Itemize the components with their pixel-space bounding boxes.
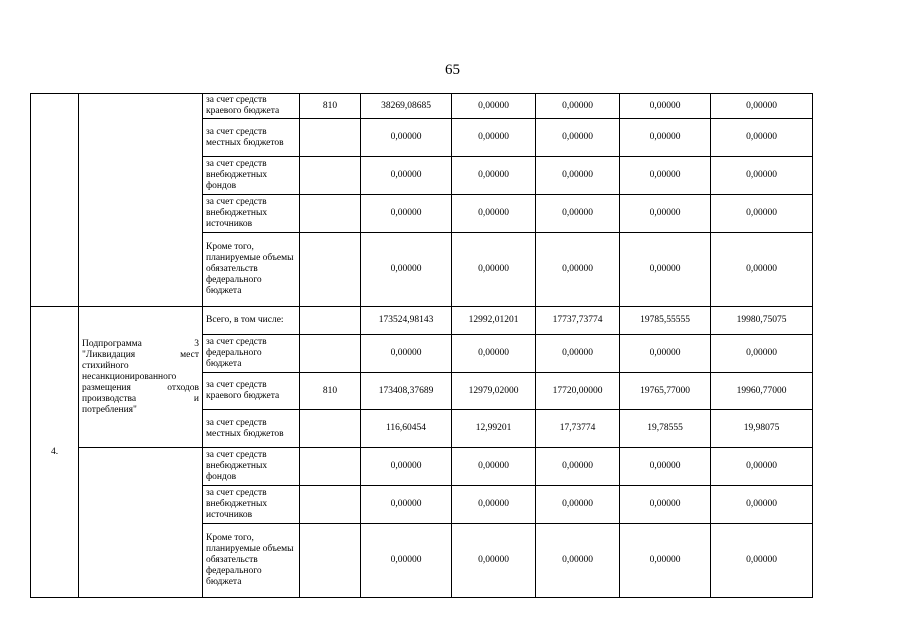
source-cell: Кроме того, планируемые объемы обязательств федерального бюджета (203, 524, 300, 598)
code-cell (300, 233, 361, 307)
page-number: 65 (445, 62, 460, 78)
value-cell: 12979,02000 (452, 373, 536, 410)
number-cell-empty (31, 94, 79, 307)
value-cell: 12,99201 (452, 410, 536, 448)
value-cell: 0,00000 (452, 157, 536, 195)
value-cell: 19,78555 (620, 410, 711, 448)
value-cell: 0,00000 (536, 233, 620, 307)
value-cell: 0,00000 (361, 119, 452, 157)
top-block (31, 94, 813, 307)
value-cell: 0,00000 (452, 486, 536, 524)
code-cell (300, 486, 361, 524)
value-cell: 0,00000 (452, 195, 536, 233)
value-cell: 17,73774 (536, 410, 620, 448)
value-cell: 19960,77000 (711, 373, 813, 410)
value-cell: 0,00000 (452, 524, 536, 598)
value-cell: 0,00000 (711, 157, 813, 195)
value-cell: 0,00000 (536, 119, 620, 157)
source-cell: за счет средств местных бюджетов (203, 410, 300, 448)
subprogram-name: Подпрограмма 3 "Ликвидация мест стихийного несанкционированного размещения отходов производства и потребления" (79, 307, 203, 448)
value-cell: 0,00000 (620, 195, 711, 233)
value-cell: 0,00000 (711, 448, 813, 486)
value-cell: 17737,73774 (536, 307, 620, 335)
value-cell: 0,00000 (361, 335, 452, 373)
value-cell: 0,00000 (536, 524, 620, 598)
value-cell: 0,00000 (620, 486, 711, 524)
source-cell: за счет средств краевого бюджета (203, 373, 300, 410)
source-cell: Всего, в том числе: (203, 307, 300, 335)
value-cell: 0,00000 (452, 448, 536, 486)
value-cell: 0,00000 (536, 195, 620, 233)
value-cell: 0,00000 (361, 448, 452, 486)
value-cell: 173408,37689 (361, 373, 452, 410)
value-cell: 0,00000 (361, 524, 452, 598)
code-cell (300, 335, 361, 373)
value-cell: 0,00000 (452, 94, 536, 119)
code-cell (300, 119, 361, 157)
value-cell: 0,00000 (452, 335, 536, 373)
value-cell: 0,00000 (711, 335, 813, 373)
code-cell (300, 410, 361, 448)
value-cell: 0,00000 (620, 335, 711, 373)
subprogram-number: 4. (31, 307, 79, 598)
source-cell: за счет средств краевого бюджета (203, 94, 300, 119)
value-cell: 19,98075 (711, 410, 813, 448)
value-cell: 0,00000 (620, 94, 711, 119)
value-cell: 0,00000 (361, 233, 452, 307)
value-cell: 19765,77000 (620, 373, 711, 410)
value-cell: 0,00000 (452, 233, 536, 307)
value-cell: 0,00000 (711, 233, 813, 307)
code-cell (300, 448, 361, 486)
table-row (31, 94, 813, 119)
code-cell (300, 157, 361, 195)
value-cell: 0,00000 (536, 157, 620, 195)
source-cell: за счет средств местных бюджетов (203, 119, 300, 157)
source-cell: за счет средств внебюджетных источников (203, 486, 300, 524)
value-cell: 116,60454 (361, 410, 452, 448)
value-cell: 0,00000 (711, 94, 813, 119)
source-cell: за счет средств внебюджетных фондов (203, 448, 300, 486)
value-cell: 0,00000 (536, 448, 620, 486)
subprogram-block (31, 307, 813, 598)
code-cell (300, 307, 361, 335)
value-cell: 0,00000 (536, 335, 620, 373)
value-cell: 0,00000 (711, 195, 813, 233)
name-cell-empty (79, 94, 203, 307)
name-cell-empty (79, 448, 203, 598)
source-cell: за счет средств федерального бюджета (203, 335, 300, 373)
value-cell: 38269,08685 (361, 94, 452, 119)
value-cell: 0,00000 (620, 119, 711, 157)
value-cell: 0,00000 (711, 486, 813, 524)
table-row (31, 307, 813, 335)
value-cell: 0,00000 (620, 524, 711, 598)
code-cell: 810 (300, 373, 361, 410)
value-cell: 19785,55555 (620, 307, 711, 335)
code-cell: 810 (300, 94, 361, 119)
budget-table (30, 93, 813, 598)
value-cell: 0,00000 (620, 448, 711, 486)
value-cell: 0,00000 (536, 94, 620, 119)
source-cell: Кроме того, планируемые объемы обязательств федерального бюджета (203, 233, 300, 307)
value-cell: 0,00000 (361, 195, 452, 233)
value-cell: 0,00000 (711, 119, 813, 157)
value-cell: 0,00000 (711, 524, 813, 598)
value-cell: 173524,98143 (361, 307, 452, 335)
source-cell: за счет средств внебюджетных источников (203, 195, 300, 233)
value-cell: 12992,01201 (452, 307, 536, 335)
value-cell: 0,00000 (452, 119, 536, 157)
value-cell: 0,00000 (361, 157, 452, 195)
value-cell: 17720,00000 (536, 373, 620, 410)
code-cell (300, 195, 361, 233)
value-cell: 19980,75075 (711, 307, 813, 335)
value-cell: 0,00000 (620, 157, 711, 195)
source-cell: за счет средств внебюджетных фондов (203, 157, 300, 195)
table-row (31, 448, 813, 486)
value-cell: 0,00000 (361, 486, 452, 524)
code-cell (300, 524, 361, 598)
value-cell: 0,00000 (620, 233, 711, 307)
value-cell: 0,00000 (536, 486, 620, 524)
